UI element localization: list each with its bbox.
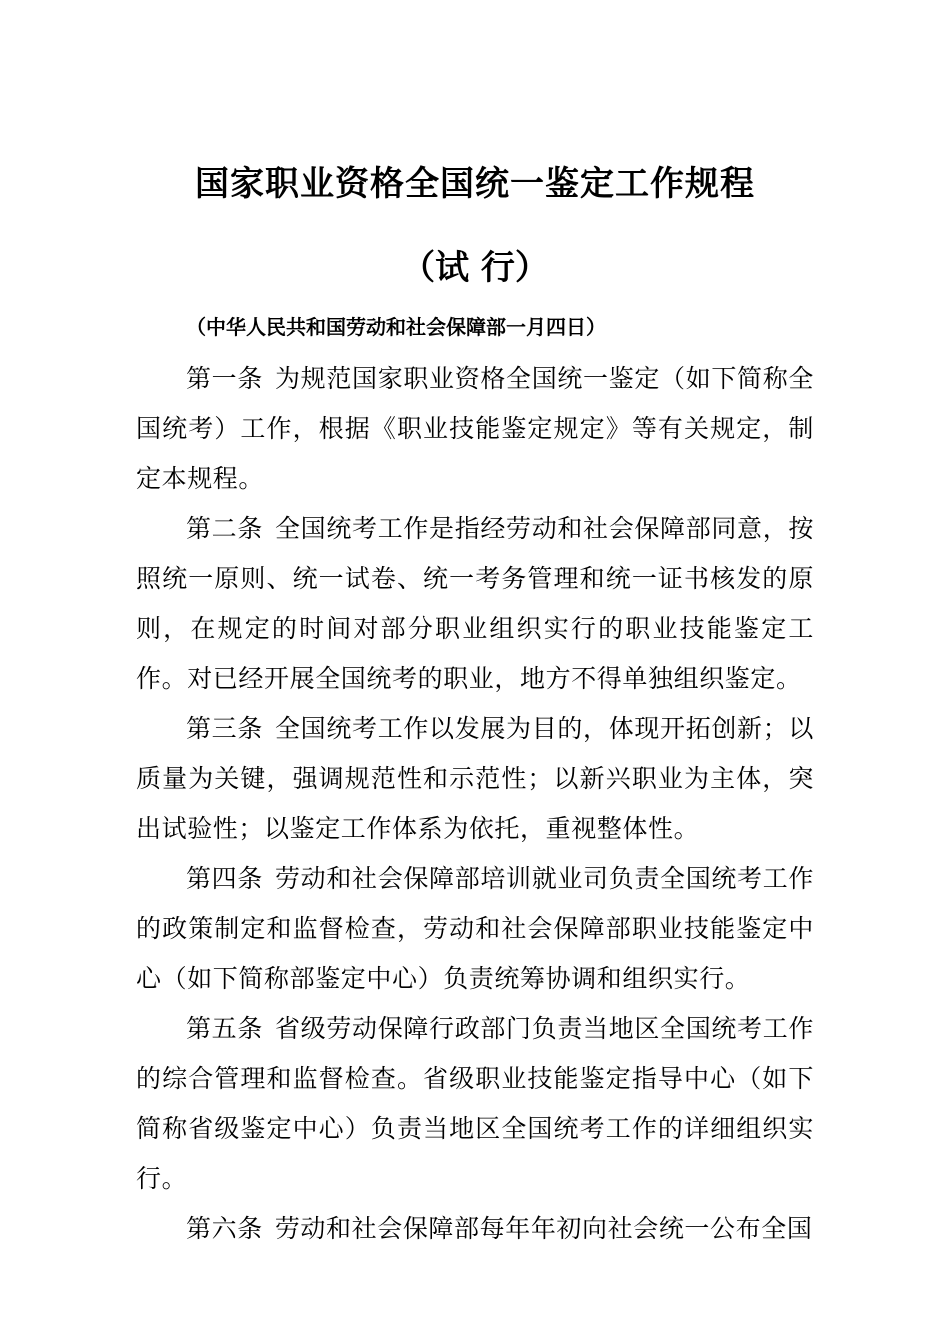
- article-number: 第六条: [186, 1214, 263, 1243]
- document-issuer: （中华人民共和国劳动和社会保障部一月四日）: [186, 315, 606, 339]
- article-number: 第五条: [186, 1014, 264, 1043]
- article-number: 第二条: [186, 514, 264, 543]
- article-text: 全国统考工作以发展为目的，体现开拓创新；以质量为关键，强调规范性和示范性；以新兴职业为主体，突出试验性；以鉴定工作体系为依托，重视整体性。: [136, 714, 814, 843]
- article-text: 为规范国家职业资格全国统一鉴定（如下简称全国统考）工作，根据《职业技能鉴定规定》等有关规定，制定本规程。: [136, 364, 814, 493]
- article-1: [136, 354, 814, 504]
- document-title: 国家职业资格全国统一鉴定工作规程: [195, 164, 755, 204]
- article-3: [136, 704, 814, 854]
- article-text: 全国统考工作是指经劳动和社会保障部同意，按照统一原则、统一试卷、统一考务管理和统一证书核发的原则，在规定的时间对部分职业组织实行的职业技能鉴定工作。对已经开展全国统考的职业，地方不得单独组织鉴定。: [136, 514, 814, 693]
- article-number: 第四条: [186, 864, 264, 893]
- article-number: 第一条: [186, 364, 264, 393]
- article-4: [136, 854, 814, 1004]
- article-text: 劳动和社会保障部每年年初向社会统一公布全国: [274, 1214, 813, 1243]
- article-text: 劳动和社会保障部培训就业司负责全国统考工作的政策制定和监督检查，劳动和社会保障部职业技能鉴定中心（如下简称部鉴定中心）负责统筹协调和组织实行。: [136, 864, 814, 993]
- article-number: 第三条: [186, 714, 264, 743]
- article-text: 省级劳动保障行政部门负责当地区全国统考工作的综合管理和监督检查。省级职业技能鉴定指导中心（如下简称省级鉴定中心）负责当地区全国统考工作的详细组织实行。: [136, 1014, 814, 1193]
- document-subtitle: （试 行）: [401, 248, 549, 288]
- document-body: [136, 354, 814, 1254]
- article-2: [136, 504, 814, 704]
- article-6: [136, 1204, 814, 1254]
- article-5: [136, 1004, 814, 1204]
